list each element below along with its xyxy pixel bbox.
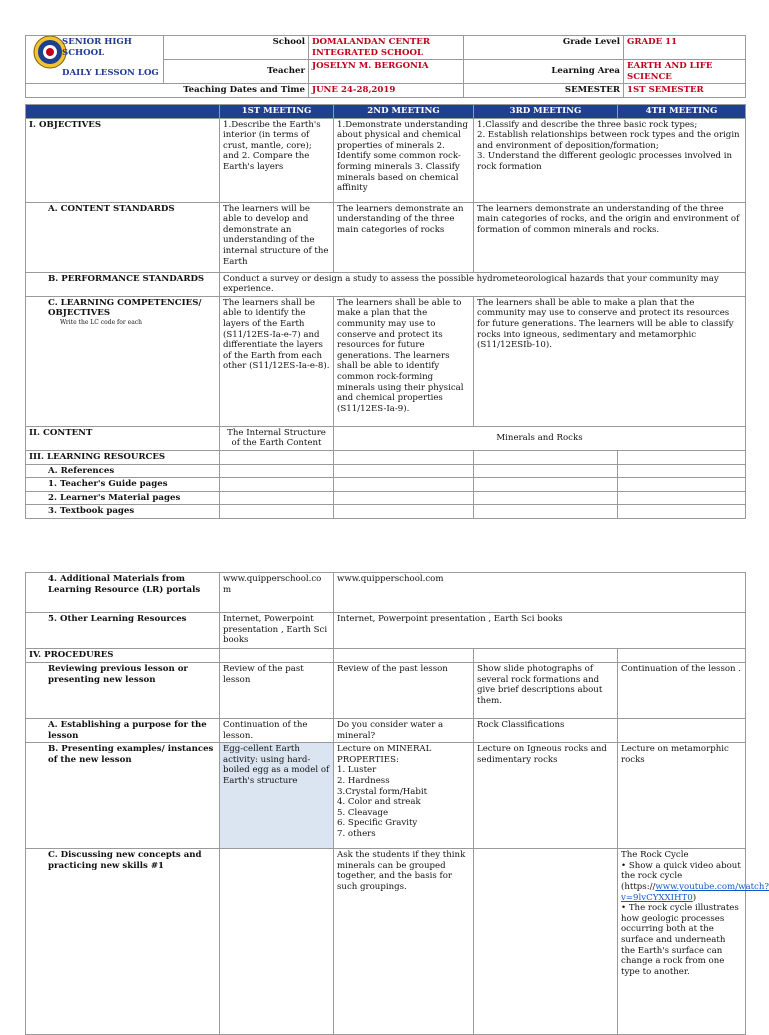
area-value: EARTH AND LIFE SCIENCE xyxy=(624,60,746,84)
textbook-pages-label: 3. Textbook pages xyxy=(26,505,220,519)
content-m2to4: Minerals and Rocks xyxy=(334,426,746,450)
procedures-label: IV. PROCEDURES xyxy=(26,649,220,663)
objectives-m34-item: 1.Classify and describe the three basic rock types; xyxy=(477,119,698,130)
mineral-property-item: 2. Hardness xyxy=(337,775,390,786)
other-resources-m2: Internet, Powerpoint presentation , Earth Sci books xyxy=(334,613,746,649)
meeting-1-header: 1ST MEETING xyxy=(220,105,334,119)
mineral-property-item: 7. others xyxy=(337,828,376,839)
review-m3: Show slide photographs of several rock formations and give brief descriptions about them. xyxy=(474,663,618,719)
purpose-m1: Continuation of the lesson. xyxy=(220,719,334,743)
review-m1: Review of the past lesson xyxy=(220,663,334,719)
mineral-property-item: 5. Cleavage xyxy=(337,807,389,818)
objectives-m2: 1.Demonstrate understanding about physical and chemical properties of minerals 2. Identify some common rock-forming minerals 3. Classify minerals based on chemical affinity xyxy=(334,118,474,202)
meeting-4-header: 4TH MEETING xyxy=(618,105,746,119)
rock-cycle-bullet: • Show a quick video about the rock cycle (https://www.youtube.com/watch?v=9lvCYXXIHT0) xyxy=(621,861,742,903)
teacher-label: Teacher xyxy=(164,60,309,84)
competencies-m1: The learners shall be able to identify the layers of the Earth (S11/12ES-Ia-e-7) and differentiate the layers of the Earth from each other (S11/12ES-Ia-e-8). xyxy=(220,296,334,426)
examples-m2 xyxy=(334,743,474,849)
competencies-m34: The learners shall be able to make a plan that the community may use to conserve and protect its resources for future generations. The learners will be able to classify rocks into igneous, sedimentary and metamorphic (S11/12ESIb-10). xyxy=(474,296,746,426)
meeting-3-header: 3RD MEETING xyxy=(474,105,618,119)
content-standards-m2: The learners demonstrate an understanding of the three main categories of rocks xyxy=(334,202,474,272)
objectives-label: I. OBJECTIVES xyxy=(26,118,220,202)
additional-materials-m2: www.quipperschool.com xyxy=(334,573,746,613)
purpose-m2: Do you consider water a mineral? xyxy=(334,719,474,743)
content-standards-label: A. CONTENT STANDARDS xyxy=(26,202,220,272)
examples-m4: Lecture on metamorphic rocks xyxy=(618,743,746,849)
resources-label: III. LEARNING RESOURCES xyxy=(26,450,220,464)
rock-cycle-title: The Rock Cycle xyxy=(621,850,689,861)
doc-title: DAILY LESSON LOG xyxy=(62,68,159,79)
examples-label: B. Presenting examples/ instances of the new lesson xyxy=(26,743,220,849)
teacher-value: JOSELYN M. BERGONIA xyxy=(309,60,464,84)
mineral-property-item: 3.Crystal form/Habit xyxy=(337,786,428,797)
discuss-m4 xyxy=(618,849,769,1035)
additional-materials-m1: www.quipperschool.co m xyxy=(220,573,334,613)
purpose-label: A. Establishing a purpose for the lesson xyxy=(26,719,220,743)
content-standards-m1: The learners will be able to develop and demonstrate an understanding of the internal structure of the Earth xyxy=(220,202,334,272)
discuss-label: C. Discussing new concepts and practicing new skills #1 xyxy=(26,849,220,1035)
semester-value: 1ST SEMESTER xyxy=(624,84,746,98)
examples-m3: Lecture on Igneous rocks and sedimentary rocks xyxy=(474,743,618,849)
learners-material-label: 2. Learner's Material pages xyxy=(26,491,220,505)
references-label: A. References xyxy=(26,464,220,478)
objectives-m34-item: 2. Establish relationships between rock types and the origin and environment of deposition/formation; xyxy=(477,130,740,151)
objectives-m34 xyxy=(474,118,746,202)
area-label: Learning Area xyxy=(464,60,624,84)
performance-standards-label: B. PERFORMANCE STANDARDS xyxy=(26,272,220,296)
rock-cycle-bullet: • The rock cycle illustrates how geologic processes occurring both at the surface and underneath the Earth's surface can change a rock from one type to another. xyxy=(621,903,742,977)
teachers-guide-label: 1. Teacher's Guide pages xyxy=(26,478,220,492)
competencies-title: C. LEARNING COMPETENCIES/ OBJECTIVES xyxy=(48,297,202,319)
objectives-m1: 1.Describe the Earth's interior (in terms of crust, mantle, core); and 2. Compare the Earth's layers xyxy=(220,118,334,202)
additional-materials-label: 4. Additional Materials from Learning Resource (LR) portals xyxy=(26,573,220,613)
mineral-property-item: 4. Color and streak xyxy=(337,797,421,808)
mineral-property-item: 1. Luster xyxy=(337,765,377,776)
mineral-property-item: 6. Specific Gravity xyxy=(337,818,418,829)
discuss-m2: Ask the students if they think minerals can be grouped together, and the basis for such groupings. xyxy=(334,849,474,1035)
other-resources-label: 5. Other Learning Resources xyxy=(26,613,220,649)
meeting-2-header: 2ND MEETING xyxy=(334,105,474,119)
content-m1: The Internal Structure of the Earth Content xyxy=(220,426,334,450)
review-m4: Continuation of the lesson . xyxy=(618,663,746,719)
semester-label: SEMESTER xyxy=(464,84,624,98)
dates-label: Teaching Dates and Time xyxy=(26,84,309,98)
examples-m2-title: Lecture on MINERAL PROPERTIES: xyxy=(337,744,432,765)
competencies-sublabel: Write the LC code for each xyxy=(60,318,143,326)
dates-value: JUNE 24-28,2019 xyxy=(309,84,464,98)
purpose-m3: Rock Classifications xyxy=(474,719,618,743)
header-table xyxy=(25,35,746,98)
performance-standards-value: Conduct a survey or design a study to assess the possible hydrometeorological hazards that your community may experience. xyxy=(220,272,746,296)
grade-label: Grade Level xyxy=(464,36,624,60)
objectives-m34-item: 3. Understand the different geologic processes involved in rock formation xyxy=(477,151,733,172)
lesson-table-page-1 xyxy=(25,104,746,519)
content-label: II. CONTENT xyxy=(26,426,220,450)
school-value: DOMALANDAN CENTER INTEGRATED SCHOOL xyxy=(309,36,464,60)
review-label: Reviewing previous lesson or presenting new lesson xyxy=(26,663,220,719)
other-resources-m1: Internet, Powerpoint presentation , Earth Sci books xyxy=(220,613,334,649)
competencies-label xyxy=(26,296,220,426)
grade-value: GRADE 11 xyxy=(624,36,746,60)
examples-m1: Egg-cellent Earth activity: using hard-boiled egg as a model of Earth's structure xyxy=(220,743,334,849)
school-type-label: SENIOR HIGH SCHOOL xyxy=(62,37,132,58)
review-m2: Review of the past lesson xyxy=(334,663,474,719)
competencies-m2: The learners shall be able to make a plan that the community may use to conserve and protect its resources for future generations. The learners shall be able to identify common rock-forming minerals using their physical and chemical properties (S11/12ES-Ia-9). xyxy=(334,296,474,426)
school-label: School xyxy=(164,36,309,60)
content-standards-m34: The learners demonstrate an understanding of the three main categories of rocks, and the origin and environment of formation of common minerals and rocks. xyxy=(474,202,746,272)
youtube-link[interactable]: www.youtube.com/watch?v=9lvCYXXIHT0 xyxy=(621,881,769,903)
lesson-table-page-2 xyxy=(25,572,769,1035)
